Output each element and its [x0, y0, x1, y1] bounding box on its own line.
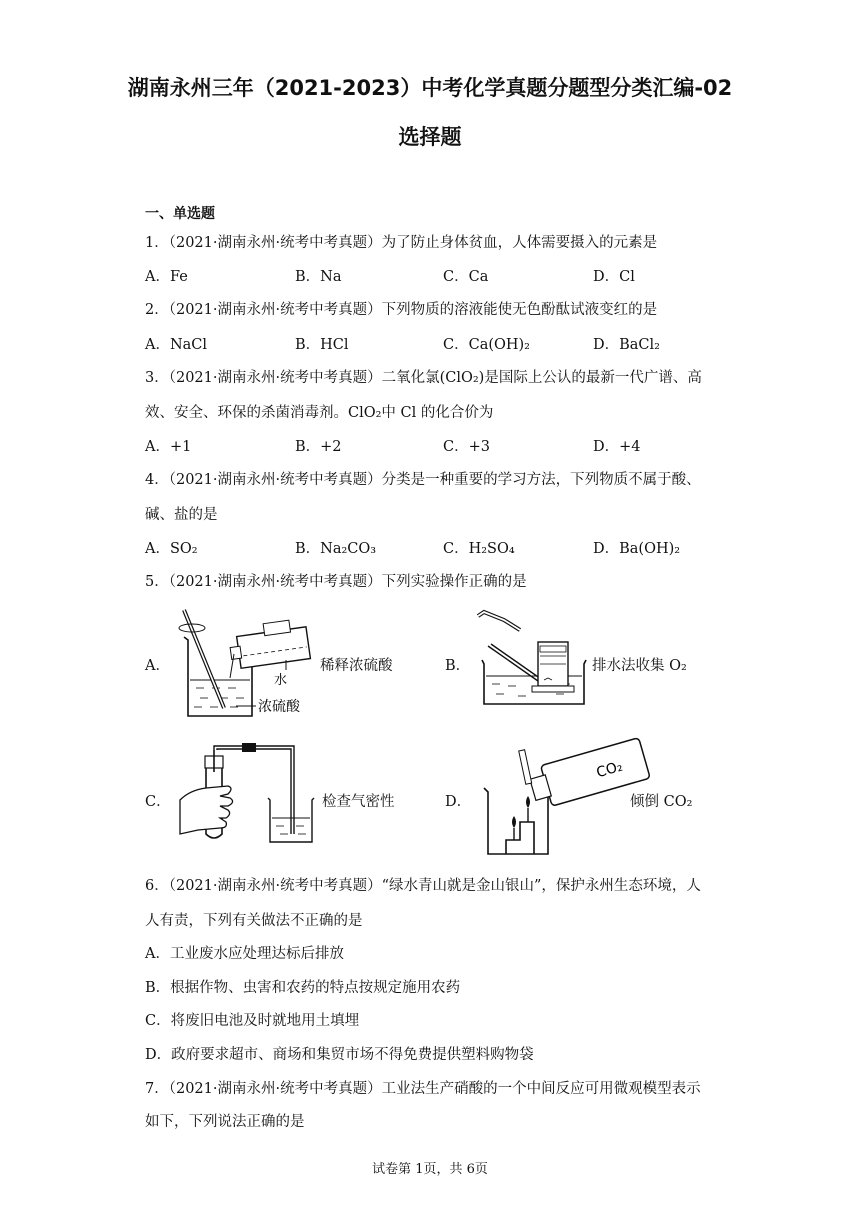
- q6-option-a: A．工业废水应处理达标后排放: [145, 946, 344, 962]
- gas-collection-figure: [466, 606, 596, 710]
- q4-option-a: A．SO₂: [145, 541, 198, 557]
- q3-stem-line1: 3．（2021·湖南永州·统考中考真题）二氧化氯(ClO₂)是国际上公认的最新一代广谱、高: [145, 370, 702, 386]
- q7-stem-line1: 7．（2021·湖南永州·统考中考真题）工业法生产硝酸的一个中间反应可用微观模型表示: [145, 1081, 701, 1097]
- q2-option-c: C．Ca(OH)₂: [443, 337, 530, 353]
- q4-stem-line1: 4．（2021·湖南永州·统考中考真题）分类是一种重要的学习方法，下列物质不属于酸、: [145, 472, 701, 488]
- airtightness-check-figure: [176, 742, 316, 852]
- q2-option-a: A．NaCl: [145, 337, 208, 353]
- q1-options: [145, 265, 745, 285]
- q3-option-d: D．+4: [593, 439, 641, 455]
- q3-option-a: A．+1: [145, 439, 192, 455]
- water-label: 水: [274, 673, 288, 688]
- q6-option-b: B．根据作物、虫害和农药的特点按规定施用农药: [145, 980, 461, 996]
- q3-option-b: B．+2: [295, 439, 342, 455]
- q1-option-b: B．Na: [295, 269, 342, 285]
- q5-option-d-caption: 倾倒 CO₂: [630, 794, 693, 810]
- q2-option-b: B．HCl: [295, 337, 349, 353]
- q5-option-c-caption: 检查气密性: [322, 794, 395, 810]
- q3-option-c: C．+3: [443, 439, 490, 455]
- q6-stem-line1: 6．（2021·湖南永州·统考中考真题）“绿水青山就是金山银山”，保护永州生态环境，人: [145, 878, 701, 894]
- q6-stem-line2: 人有责，下列有关做法不正确的是: [145, 913, 363, 929]
- q4-option-c: C．H₂SO₄: [443, 541, 515, 557]
- q5-option-b-caption: 排水法收集 O₂: [592, 658, 687, 674]
- q1-option-d: D．Cl: [593, 269, 635, 285]
- q7-stem-line2: 如下，下列说法正确的是: [145, 1114, 305, 1130]
- pouring-co2-figure: [476, 736, 652, 858]
- q5-stem: 5．（2021·湖南永州·统考中考真题）下列实验操作正确的是: [145, 574, 527, 590]
- q1-option-c: C．Ca: [443, 269, 489, 285]
- section-heading: 一、单选题: [145, 206, 215, 222]
- q5-option-c-letter: C．: [145, 794, 171, 810]
- q3-options: [145, 435, 745, 455]
- bottle-label: CO₂: [594, 758, 625, 782]
- q5-option-a-letter: A．: [145, 658, 170, 674]
- q4-option-b: B．Na₂CO₃: [295, 541, 377, 557]
- q6-option-c: C．将废旧电池及时就地用土填埋: [145, 1013, 360, 1029]
- q2-option-d: D．BaCl₂: [593, 337, 660, 353]
- document-title-line1: 湖南永州三年（2021-2023）中考化学真题分题型分类汇编-02: [127, 76, 733, 100]
- q4-options: [145, 537, 745, 557]
- diluting-acid-figure: [170, 604, 320, 722]
- q4-stem-line2: 碱、盐的是: [145, 507, 218, 523]
- q1-option-a: A．Fe: [145, 269, 188, 285]
- q5-option-d-letter: D．: [445, 794, 472, 810]
- q2-options: [145, 333, 745, 353]
- q5-option-a-caption: 稀释浓硫酸: [320, 658, 393, 674]
- q5-option-b-letter: B．: [445, 658, 471, 674]
- q1-stem: 1．（2021·湖南永州·统考中考真题）为了防止身体贫血，人体需要摄入的元素是: [145, 235, 658, 251]
- q3-stem-line2: 效、安全、环保的杀菌消毒剂。ClO₂中 Cl 的化合价为: [145, 405, 494, 421]
- document-title-line2: 选择题: [398, 125, 462, 149]
- q6-option-d: D．政府要求超市、商场和集贸市场不得免费提供塑料购物袋: [145, 1047, 534, 1063]
- concentrated-acid-label: 浓硫酸: [258, 699, 300, 715]
- q4-option-d: D．Ba(OH)₂: [593, 541, 681, 557]
- q2-stem: 2．（2021·湖南永州·统考中考真题）下列物质的溶液能使无色酚酞试液变红的是: [145, 302, 658, 318]
- page-footer: 试卷第 1页，共 6页: [372, 1162, 488, 1177]
